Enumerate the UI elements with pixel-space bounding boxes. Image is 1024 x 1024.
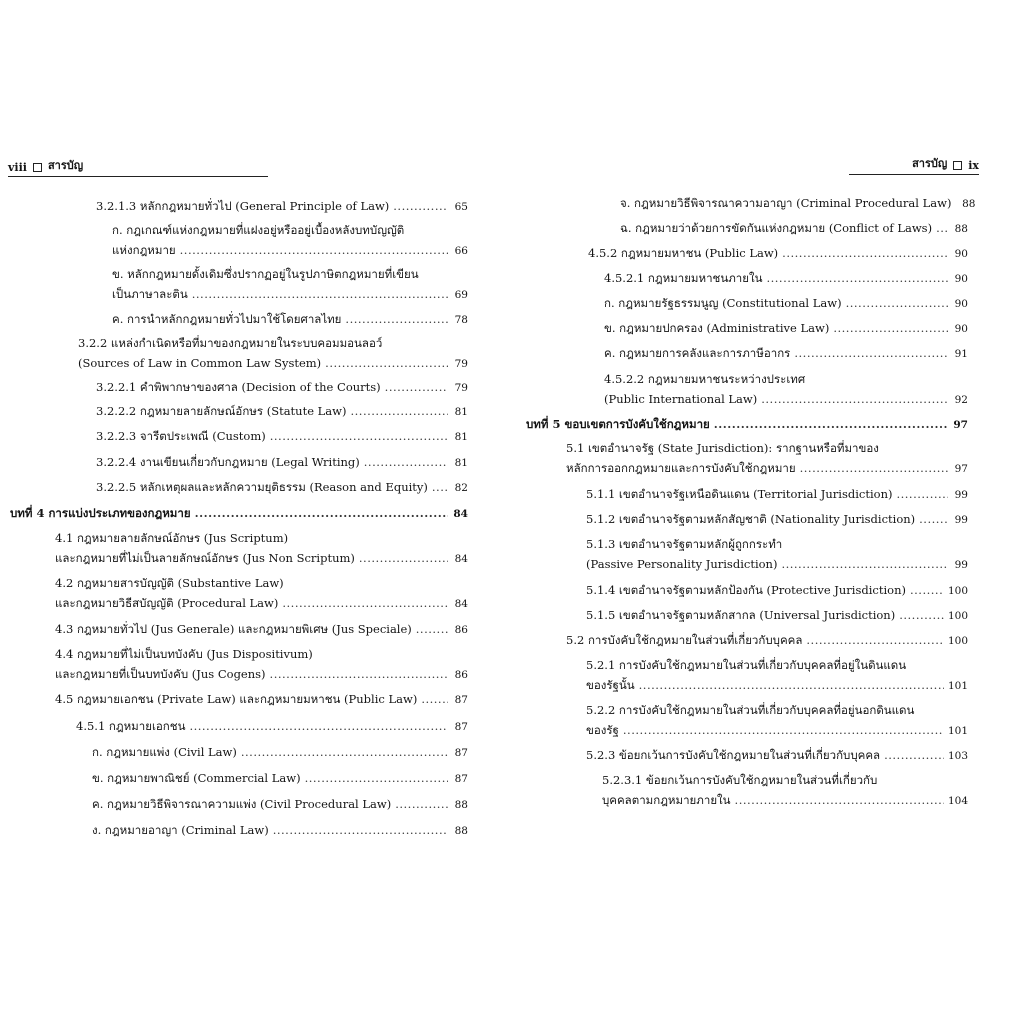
dot-leader bbox=[794, 343, 948, 363]
toc-entry-line bbox=[78, 333, 468, 353]
toc-entry bbox=[78, 333, 468, 373]
dot-leader bbox=[919, 509, 948, 529]
toc-entry-title: (Sources of Law in Common Law System) bbox=[78, 356, 322, 370]
toc-entry-line bbox=[526, 414, 968, 434]
toc-entry bbox=[586, 745, 968, 765]
toc-entry bbox=[586, 605, 968, 625]
toc-entry-line bbox=[586, 720, 968, 740]
toc-entry-title: 5.1.2 เขตอำนาจรัฐตามหลักสัญชาติ (Nationality Jurisdiction) bbox=[586, 512, 916, 526]
toc-entry bbox=[604, 268, 968, 288]
left-page-number: viii bbox=[8, 161, 27, 174]
toc-entry-line bbox=[96, 426, 468, 446]
toc-entry bbox=[604, 293, 968, 313]
toc-entry bbox=[586, 484, 968, 504]
toc-entry-title: 4.5.1 กฎหมายเอกชน bbox=[76, 719, 186, 733]
toc-entry-title: 5.2.2 การบังคับใช้กฎหมายในส่วนที่เกี่ยวกับบุคคลที่อยู่นอกดินแดน bbox=[586, 703, 915, 717]
toc-entry bbox=[112, 309, 468, 329]
dot-leader bbox=[806, 630, 944, 650]
left-header-title: สารบัญ bbox=[47, 159, 84, 172]
toc-entry-line bbox=[96, 196, 468, 216]
dot-leader bbox=[833, 318, 948, 338]
toc-entry-line bbox=[586, 534, 968, 554]
right-page-number: ix bbox=[968, 159, 979, 172]
toc-entry bbox=[96, 401, 468, 421]
toc-page-number: 101 bbox=[947, 680, 968, 692]
toc-entry-line bbox=[55, 689, 468, 709]
toc-page-number: 86 bbox=[454, 669, 468, 681]
dot-leader bbox=[192, 284, 448, 304]
toc-entry-title: บทที่ 5 ขอบเขตการบังคับใช้กฎหมาย bbox=[526, 417, 710, 431]
toc-entry-line bbox=[96, 401, 468, 421]
toc-page-number: 87 bbox=[454, 747, 468, 759]
toc-page-number: 104 bbox=[947, 795, 968, 807]
toc-entry bbox=[586, 700, 968, 740]
right-page bbox=[512, 0, 1024, 1024]
toc-entry-title: 4.4 กฎหมายที่ไม่เป็นบทบังคับ (Jus Dispositivum) bbox=[55, 647, 313, 661]
toc-page-number: 88 bbox=[454, 799, 468, 811]
toc-page-number: 92 bbox=[954, 394, 968, 406]
toc-entry bbox=[96, 426, 468, 446]
toc-entry-line bbox=[604, 343, 968, 363]
right-header-title: สารบัญ bbox=[912, 157, 948, 170]
toc-entry-title: 5.2.1 การบังคับใช้กฎหมายในส่วนที่เกี่ยวกับบุคคลที่อยู่ในดินแดน bbox=[586, 658, 907, 672]
toc-entry-line bbox=[55, 644, 468, 664]
dot-leader bbox=[273, 820, 448, 840]
toc-page-number: 90 bbox=[954, 273, 968, 285]
toc-page-number: 100 bbox=[947, 585, 968, 597]
toc-entry-title: ข. หลักกฎหมายดั้งเดิมซึ่งปรากฏอยู่ในรูปภาษิตกฎหมายที่เขียน bbox=[112, 267, 419, 281]
toc-entry-line bbox=[586, 554, 968, 574]
toc-entry bbox=[96, 452, 468, 472]
dot-leader bbox=[325, 353, 448, 373]
toc-entry-title: หลักการออกกฎหมายและการบังคับใช้กฎหมาย bbox=[566, 461, 796, 475]
toc-page-number: 97 bbox=[954, 463, 968, 475]
dot-leader bbox=[639, 675, 944, 695]
dot-leader bbox=[270, 664, 448, 684]
dot-leader bbox=[899, 605, 944, 625]
toc-entry-title: 3.2.1.3 หลักกฎหมายทั่วไป (General Principle of Law) bbox=[96, 199, 390, 213]
toc-entry-title: บทที่ 4 การแบ่งประเภทของกฎหมาย bbox=[10, 506, 191, 520]
toc-entry-line bbox=[620, 193, 976, 213]
toc-entry-title: (Passive Personality Jurisdiction) bbox=[586, 557, 778, 571]
toc-entry bbox=[620, 218, 968, 238]
toc-entry bbox=[604, 369, 968, 409]
toc-entry bbox=[112, 264, 468, 304]
dot-leader bbox=[195, 503, 448, 523]
dot-leader bbox=[305, 768, 448, 788]
toc-entry-line bbox=[604, 293, 968, 313]
toc-entry bbox=[96, 196, 468, 216]
toc-entry-title: จ. กฎหมายวิธีพิจารณาความอาญา (Criminal Procedural Law) bbox=[620, 196, 952, 210]
toc-entry-line bbox=[112, 240, 468, 260]
toc-page-number: 101 bbox=[947, 725, 968, 737]
toc-entry-title: และกฎหมายวิธีสบัญญัติ (Procedural Law) bbox=[55, 596, 279, 610]
checkbox-square-icon bbox=[953, 161, 962, 170]
toc-entry-title: ฉ. กฎหมายว่าด้วยการขัดกันแห่งกฎหมาย (Conflict of Laws) bbox=[620, 221, 933, 235]
toc-page-number: 81 bbox=[454, 431, 468, 443]
dot-leader bbox=[800, 458, 948, 478]
toc-page-number: 86 bbox=[454, 624, 468, 636]
toc-entry-line bbox=[604, 389, 968, 409]
toc-entry bbox=[566, 630, 968, 650]
toc-entry-title: 3.2.2.5 หลักเหตุผลและหลักความยุติธรรม (Reason and Equity) bbox=[96, 480, 428, 494]
toc-entry-title: ง. กฎหมายอาญา (Criminal Law) bbox=[92, 823, 269, 837]
toc-entry-line bbox=[92, 794, 468, 814]
toc-entry-line bbox=[586, 655, 968, 675]
toc-entry-title: 3.2.2.2 กฎหมายลายลักษณ์อักษร (Statute Law) bbox=[96, 404, 347, 418]
toc-page-number: 84 bbox=[454, 598, 468, 610]
toc-entry-title: ก. กฎเกณฑ์แห่งกฎหมายที่แฝงอยู่หรืออยู่เบื้องหลังบทบัญญัติ bbox=[112, 223, 405, 237]
toc-page-number: 88 bbox=[954, 223, 968, 235]
toc-page-number: 99 bbox=[954, 489, 968, 501]
toc-entry bbox=[96, 377, 468, 397]
toc-entry-line bbox=[586, 605, 968, 625]
toc-entry bbox=[566, 438, 968, 478]
toc-entry-title: 4.2 กฎหมายสารบัญญัติ (Substantive Law) bbox=[55, 576, 284, 590]
toc-page-number: 100 bbox=[947, 635, 968, 647]
toc-entry-line bbox=[602, 770, 968, 790]
toc-entry bbox=[55, 644, 468, 684]
toc-entry-line bbox=[55, 619, 468, 639]
toc-page-number: 87 bbox=[454, 773, 468, 785]
toc-entry-title: ของรัฐนั้น bbox=[586, 678, 635, 692]
toc-entry-line bbox=[566, 438, 968, 458]
toc-entry-line bbox=[55, 593, 468, 613]
toc-entry-line bbox=[55, 548, 468, 568]
toc-entry bbox=[55, 689, 468, 709]
toc-entry-line bbox=[602, 790, 968, 810]
toc-entry-title: 5.2 การบังคับใช้กฎหมายในส่วนที่เกี่ยวกับบุคคล bbox=[566, 633, 803, 647]
toc-entry-title: 4.5.2.2 กฎหมายมหาชนระหว่างประเทศ bbox=[604, 372, 806, 386]
toc-entry-line bbox=[620, 218, 968, 238]
toc-page-number: 65 bbox=[454, 201, 468, 213]
dot-leader bbox=[189, 716, 448, 736]
toc-entry-title: ก. กฎหมายแพ่ง (Civil Law) bbox=[92, 745, 237, 759]
toc-entry-title: บุคคลตามกฎหมายภายใน bbox=[602, 793, 731, 807]
toc-page-number: 99 bbox=[954, 514, 968, 526]
dot-leader bbox=[241, 742, 448, 762]
toc-page-number: 91 bbox=[954, 348, 968, 360]
toc-page-number: 103 bbox=[947, 750, 968, 762]
dot-leader bbox=[416, 619, 448, 639]
dot-leader bbox=[395, 794, 448, 814]
toc-entry-title: 4.5.2 กฎหมายมหาชน (Public Law) bbox=[588, 246, 779, 260]
dot-leader bbox=[782, 243, 948, 263]
toc-entry-line bbox=[55, 573, 468, 593]
toc-page-number: 66 bbox=[454, 245, 468, 257]
dot-leader bbox=[846, 293, 948, 313]
toc-entry-line bbox=[112, 264, 468, 284]
toc-entry-line bbox=[76, 716, 468, 736]
toc-entry-line bbox=[96, 377, 468, 397]
left-page-header bbox=[8, 158, 268, 177]
toc-entry-title: 5.1.5 เขตอำนาจรัฐตามหลักสากล (Universal Jurisdiction) bbox=[586, 608, 896, 622]
toc-entry-line bbox=[10, 503, 468, 523]
toc-entry-line bbox=[604, 268, 968, 288]
toc-entry-title: ค. กฎหมายการคลังและการภาษีอากร bbox=[604, 346, 791, 360]
toc-entry-line bbox=[78, 353, 468, 373]
toc-page-number: 87 bbox=[454, 694, 468, 706]
toc-entry bbox=[526, 414, 968, 434]
toc-entry-line bbox=[586, 675, 968, 695]
toc-page-number: 100 bbox=[947, 610, 968, 622]
toc-entry-title: เป็นภาษาละติน bbox=[112, 287, 188, 301]
toc-entry bbox=[92, 794, 468, 814]
toc-entry bbox=[92, 820, 468, 840]
toc-entry bbox=[96, 477, 468, 497]
toc-entry-title: 3.2.2 แหล่งกำเนิดหรือที่มาของกฎหมายในระบบคอมมอนลอว์ bbox=[78, 336, 383, 350]
dot-leader bbox=[910, 580, 944, 600]
toc-entry-title: 4.5 กฎหมายเอกชน (Private Law) และกฎหมายมหาชน (Public Law) bbox=[55, 692, 418, 706]
toc-page-number: 99 bbox=[954, 559, 968, 571]
toc-entry-title: 4.1 กฎหมายลายลักษณ์อักษร (Jus Scriptum) bbox=[55, 531, 289, 545]
dot-leader bbox=[432, 477, 448, 497]
toc-entry-title: ข. กฎหมายพาณิชย์ (Commercial Law) bbox=[92, 771, 301, 785]
toc-entry-title: 5.2.3.1 ข้อยกเว้นการบังคับใช้กฎหมายในส่วนที่เกี่ยวกับ bbox=[602, 773, 878, 787]
toc-entry-line bbox=[588, 243, 968, 263]
dot-leader bbox=[345, 309, 448, 329]
dot-leader bbox=[282, 593, 448, 613]
toc-entry bbox=[586, 509, 968, 529]
toc-page-number: 81 bbox=[454, 457, 468, 469]
toc-entry-line bbox=[92, 768, 468, 788]
toc-page-number: 97 bbox=[953, 419, 968, 431]
dot-leader bbox=[180, 240, 448, 260]
toc-entry-line bbox=[112, 284, 468, 304]
dot-leader bbox=[766, 268, 948, 288]
dot-leader bbox=[936, 218, 948, 238]
toc-entry bbox=[92, 768, 468, 788]
toc-entry bbox=[55, 619, 468, 639]
toc-page-number: 79 bbox=[454, 382, 468, 394]
toc-entry-line bbox=[55, 664, 468, 684]
toc-entry bbox=[55, 573, 468, 613]
toc-entry bbox=[588, 243, 968, 263]
toc-entry-title: (Public International Law) bbox=[604, 392, 758, 406]
toc-entry-line bbox=[96, 477, 468, 497]
toc-entry bbox=[586, 534, 968, 574]
toc-page-number: 90 bbox=[954, 298, 968, 310]
toc-entry-title: 4.3 กฎหมายทั่วไป (Jus Generale) และกฎหมายพิเศษ (Jus Speciale) bbox=[55, 622, 412, 636]
dot-leader bbox=[761, 389, 948, 409]
toc-page-number: 79 bbox=[454, 358, 468, 370]
dot-leader bbox=[270, 426, 448, 446]
toc-entry bbox=[10, 503, 468, 523]
toc-entry-line bbox=[586, 484, 968, 504]
toc-page-number: 88 bbox=[454, 825, 468, 837]
dot-leader bbox=[884, 745, 944, 765]
toc-entry bbox=[112, 220, 468, 260]
dot-leader bbox=[385, 377, 448, 397]
toc-entry bbox=[620, 193, 976, 213]
toc-page-number: 82 bbox=[454, 482, 468, 494]
toc-entry-line bbox=[586, 745, 968, 765]
toc-page-number: 87 bbox=[454, 721, 468, 733]
right-page-header bbox=[849, 156, 979, 175]
toc-entry-title: 3.2.2.3 จารีตประเพณี (Custom) bbox=[96, 429, 266, 443]
dot-leader bbox=[714, 414, 948, 434]
toc-entry-title: ค. กฎหมายวิธีพิจารณาความแพ่ง (Civil Procedural Law) bbox=[92, 797, 392, 811]
toc-page-number: 69 bbox=[454, 289, 468, 301]
dot-leader bbox=[781, 554, 948, 574]
toc-entry-title: 5.1.3 เขตอำนาจรัฐตามหลักผู้ถูกกระทำ bbox=[586, 537, 783, 551]
toc-entry-line bbox=[586, 580, 968, 600]
toc-entry-line bbox=[604, 318, 968, 338]
toc-page-number: 84 bbox=[453, 508, 468, 520]
dot-leader bbox=[735, 790, 944, 810]
toc-entry-title: 5.1.1 เขตอำนาจรัฐเหนือดินแดน (Territorial Jurisdiction) bbox=[586, 487, 893, 501]
dot-leader bbox=[623, 720, 944, 740]
toc-entry-line bbox=[112, 220, 468, 240]
toc-entry bbox=[586, 580, 968, 600]
toc-entry-title: 3.2.2.4 งานเขียนเกี่ยวกับกฎหมาย (Legal Writing) bbox=[96, 455, 360, 469]
dot-leader bbox=[393, 196, 448, 216]
toc-entry bbox=[586, 655, 968, 695]
dot-leader bbox=[364, 452, 448, 472]
toc-entry-title: และกฎหมายที่ไม่เป็นลายลักษณ์อักษร (Jus Non Scriptum) bbox=[55, 551, 355, 565]
toc-entry-line bbox=[55, 528, 468, 548]
toc-page-number: 81 bbox=[454, 406, 468, 418]
toc-entry-line bbox=[566, 630, 968, 650]
toc-page-number: 84 bbox=[454, 553, 468, 565]
dot-leader bbox=[421, 689, 448, 709]
toc-entry bbox=[55, 528, 468, 568]
toc-entry-line bbox=[92, 742, 468, 762]
checkbox-square-icon bbox=[33, 163, 42, 172]
toc-page-number: 78 bbox=[454, 314, 468, 326]
toc-entry bbox=[92, 742, 468, 762]
toc-entry-title: 4.5.2.1 กฎหมายมหาชนภายใน bbox=[604, 271, 763, 285]
toc-entry-title: ก. กฎหมายรัฐธรรมนูญ (Constitutional Law) bbox=[604, 296, 842, 310]
toc-entry bbox=[602, 770, 968, 810]
toc-entry-title: 5.1.4 เขตอำนาจรัฐตามหลักป้องกัน (Protective Jurisdiction) bbox=[586, 583, 906, 597]
toc-entry-line bbox=[96, 452, 468, 472]
toc-entry-title: 5.1 เขตอำนาจรัฐ (State Jurisdiction): รากฐานหรือที่มาของ bbox=[566, 441, 879, 455]
toc-entry-line bbox=[586, 700, 968, 720]
dot-leader bbox=[896, 484, 948, 504]
dot-leader bbox=[359, 548, 448, 568]
toc-entry-title: แห่งกฎหมาย bbox=[112, 243, 176, 257]
toc-entry-title: ค. การนำหลักกฎหมายทั่วไปมาใช้โดยศาลไทย bbox=[112, 312, 342, 326]
toc-page-number: 90 bbox=[954, 323, 968, 335]
toc-entry bbox=[604, 318, 968, 338]
toc-entry-title: 5.2.3 ข้อยกเว้นการบังคับใช้กฎหมายในส่วนที่เกี่ยวกับบุคคล bbox=[586, 748, 881, 762]
toc-entry bbox=[604, 343, 968, 363]
dot-leader bbox=[351, 401, 449, 421]
toc-entry-line bbox=[112, 309, 468, 329]
toc-entry-title: ข. กฎหมายปกครอง (Administrative Law) bbox=[604, 321, 830, 335]
toc-entry-line bbox=[604, 369, 968, 389]
toc-entry-line bbox=[586, 509, 968, 529]
toc-entry-title: ของรัฐ bbox=[586, 723, 619, 737]
toc-entry-line bbox=[566, 458, 968, 478]
toc-entry-title: 3.2.2.1 คำพิพากษาของศาล (Decision of the Courts) bbox=[96, 380, 381, 394]
toc-entry-line bbox=[92, 820, 468, 840]
toc-entry-title: และกฎหมายที่เป็นบทบังคับ (Jus Cogens) bbox=[55, 667, 266, 681]
toc-page-number: 90 bbox=[954, 248, 968, 260]
toc-entry bbox=[76, 716, 468, 736]
toc-page-number: 88 bbox=[962, 198, 976, 210]
